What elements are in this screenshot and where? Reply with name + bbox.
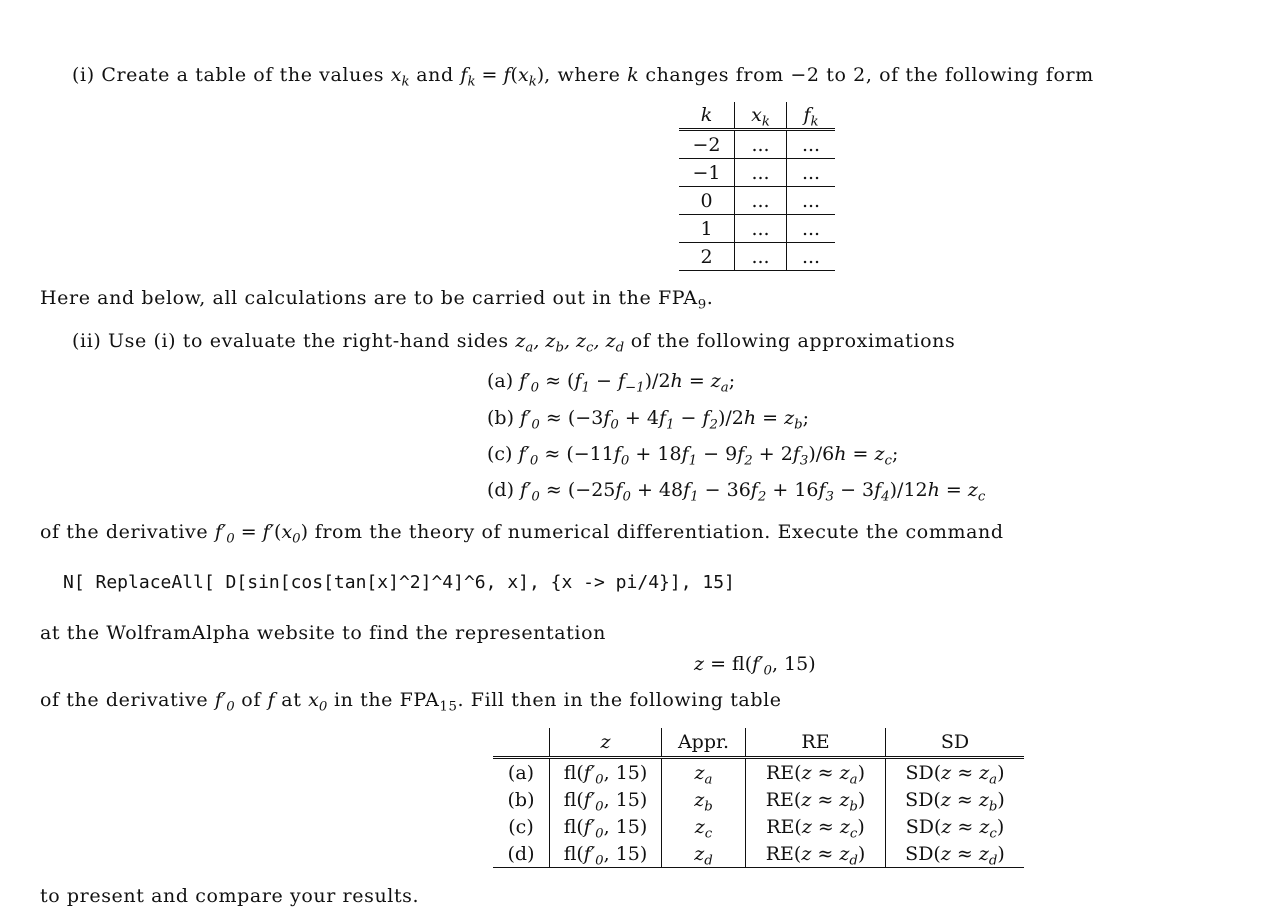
formula-a: (a) $f'_0 \approx (f_1 - f_{-1})/2h = z_a$;: [487, 370, 736, 396]
formula-d: (d) $f'_0 \approx (-25f_0 + 48f_1 - 36f_2 + 16f_3 - 3f_4)/12h = z_c$: [487, 479, 986, 505]
table-row: (d) $fl(f'_0$, 15) $z_d$ $RE(z \approx z_d)$ $SD(z \approx z_d)$: [493, 840, 1024, 868]
k-values-table: [679, 102, 835, 271]
formula-c: (c) $f'_0 \approx (-11f_0 + 18f_1 - 9f_2 + 2f_3)/6h = z_c$;: [487, 443, 899, 469]
part-i-text: (i) Create a table of the values $x_k$ and $f_k = f(x_k)$, where k changes from −2 to 2, of the following form: [72, 64, 1094, 90]
representation-formula: $z = fl(f'_0$, 15): [694, 653, 816, 679]
table-row: (b) $fl(f'_0$, 15) $z_b$ $RE(z \approx z_b)$ $SD(z \approx z_b)$: [493, 786, 1024, 813]
xk-header: $x_k$: [735, 102, 787, 130]
derivative-text: of the derivative $f'_0 = f'(x_0)$ from the theory of numerical differentiation. Execute the command: [40, 521, 1004, 547]
formula-b: (b) $f'_0 \approx (-3f_0 + 4f_1 - f_2)/2h = z_b$;: [487, 407, 810, 433]
part-ii-text: (ii) Use (i) to evaluate the right-hand sides $z_a$, $z_b$, $z_c$, $z_d$ of the following approximations: [72, 330, 956, 356]
command-code: N[ ReplaceAll[ D[sin[cos[tan[x]^2]^4]^6, x], {x -> pi/4}], 15]: [63, 572, 735, 593]
table-row: 2 ... ...: [679, 243, 835, 271]
results-table: z Appr. RE SD (a) $fl(f'_0$, 15) $z_a$ $RE(z \approx z_a)$ $SD(z \approx z_a)$ (b) $fl(f'_0$, 15) $z_b$ $RE(z \approx z_b)$ $SD(z \approx z_b)$ (c) $fl(f'_0$, 15) $z_c$ $RE(z \approx z_c)$ $SD(z \approx z_c)$ (d) $fl(f'_0$, 15) $z_d$ $RE(z \approx z_d)$ $SD(z \approx z_d)$: [493, 728, 1024, 868]
table-row: (a) $fl(f'_0$, 15) $z_a$ $RE(z \approx z_a)$ $SD(z \approx z_a)$: [493, 758, 1024, 787]
table-row: 0 ... ...: [679, 187, 835, 215]
table-row: 1 ... ...: [679, 215, 835, 243]
fk-header: $f_k$: [787, 102, 836, 130]
fpa-text: Here and below, all calculations are to be carried out in the $FPA_9$.: [40, 287, 714, 313]
table-row: −2 ... ...: [679, 130, 835, 159]
table-row: −1 ... ...: [679, 159, 835, 187]
wolfram-text: at the WolframAlpha website to find the representation: [40, 622, 606, 644]
k-header: k: [679, 102, 735, 130]
table-row: (c) $fl(f'_0$, 15) $z_c$ $RE(z \approx z_c)$ $SD(z \approx z_c)$: [493, 813, 1024, 840]
fill-text: of the derivative $f'_0$ of f at $x_0$ in the $FPA_{15}$. Fill then in the following table: [40, 689, 782, 715]
closing-text: to present and compare your results.: [40, 885, 420, 907]
